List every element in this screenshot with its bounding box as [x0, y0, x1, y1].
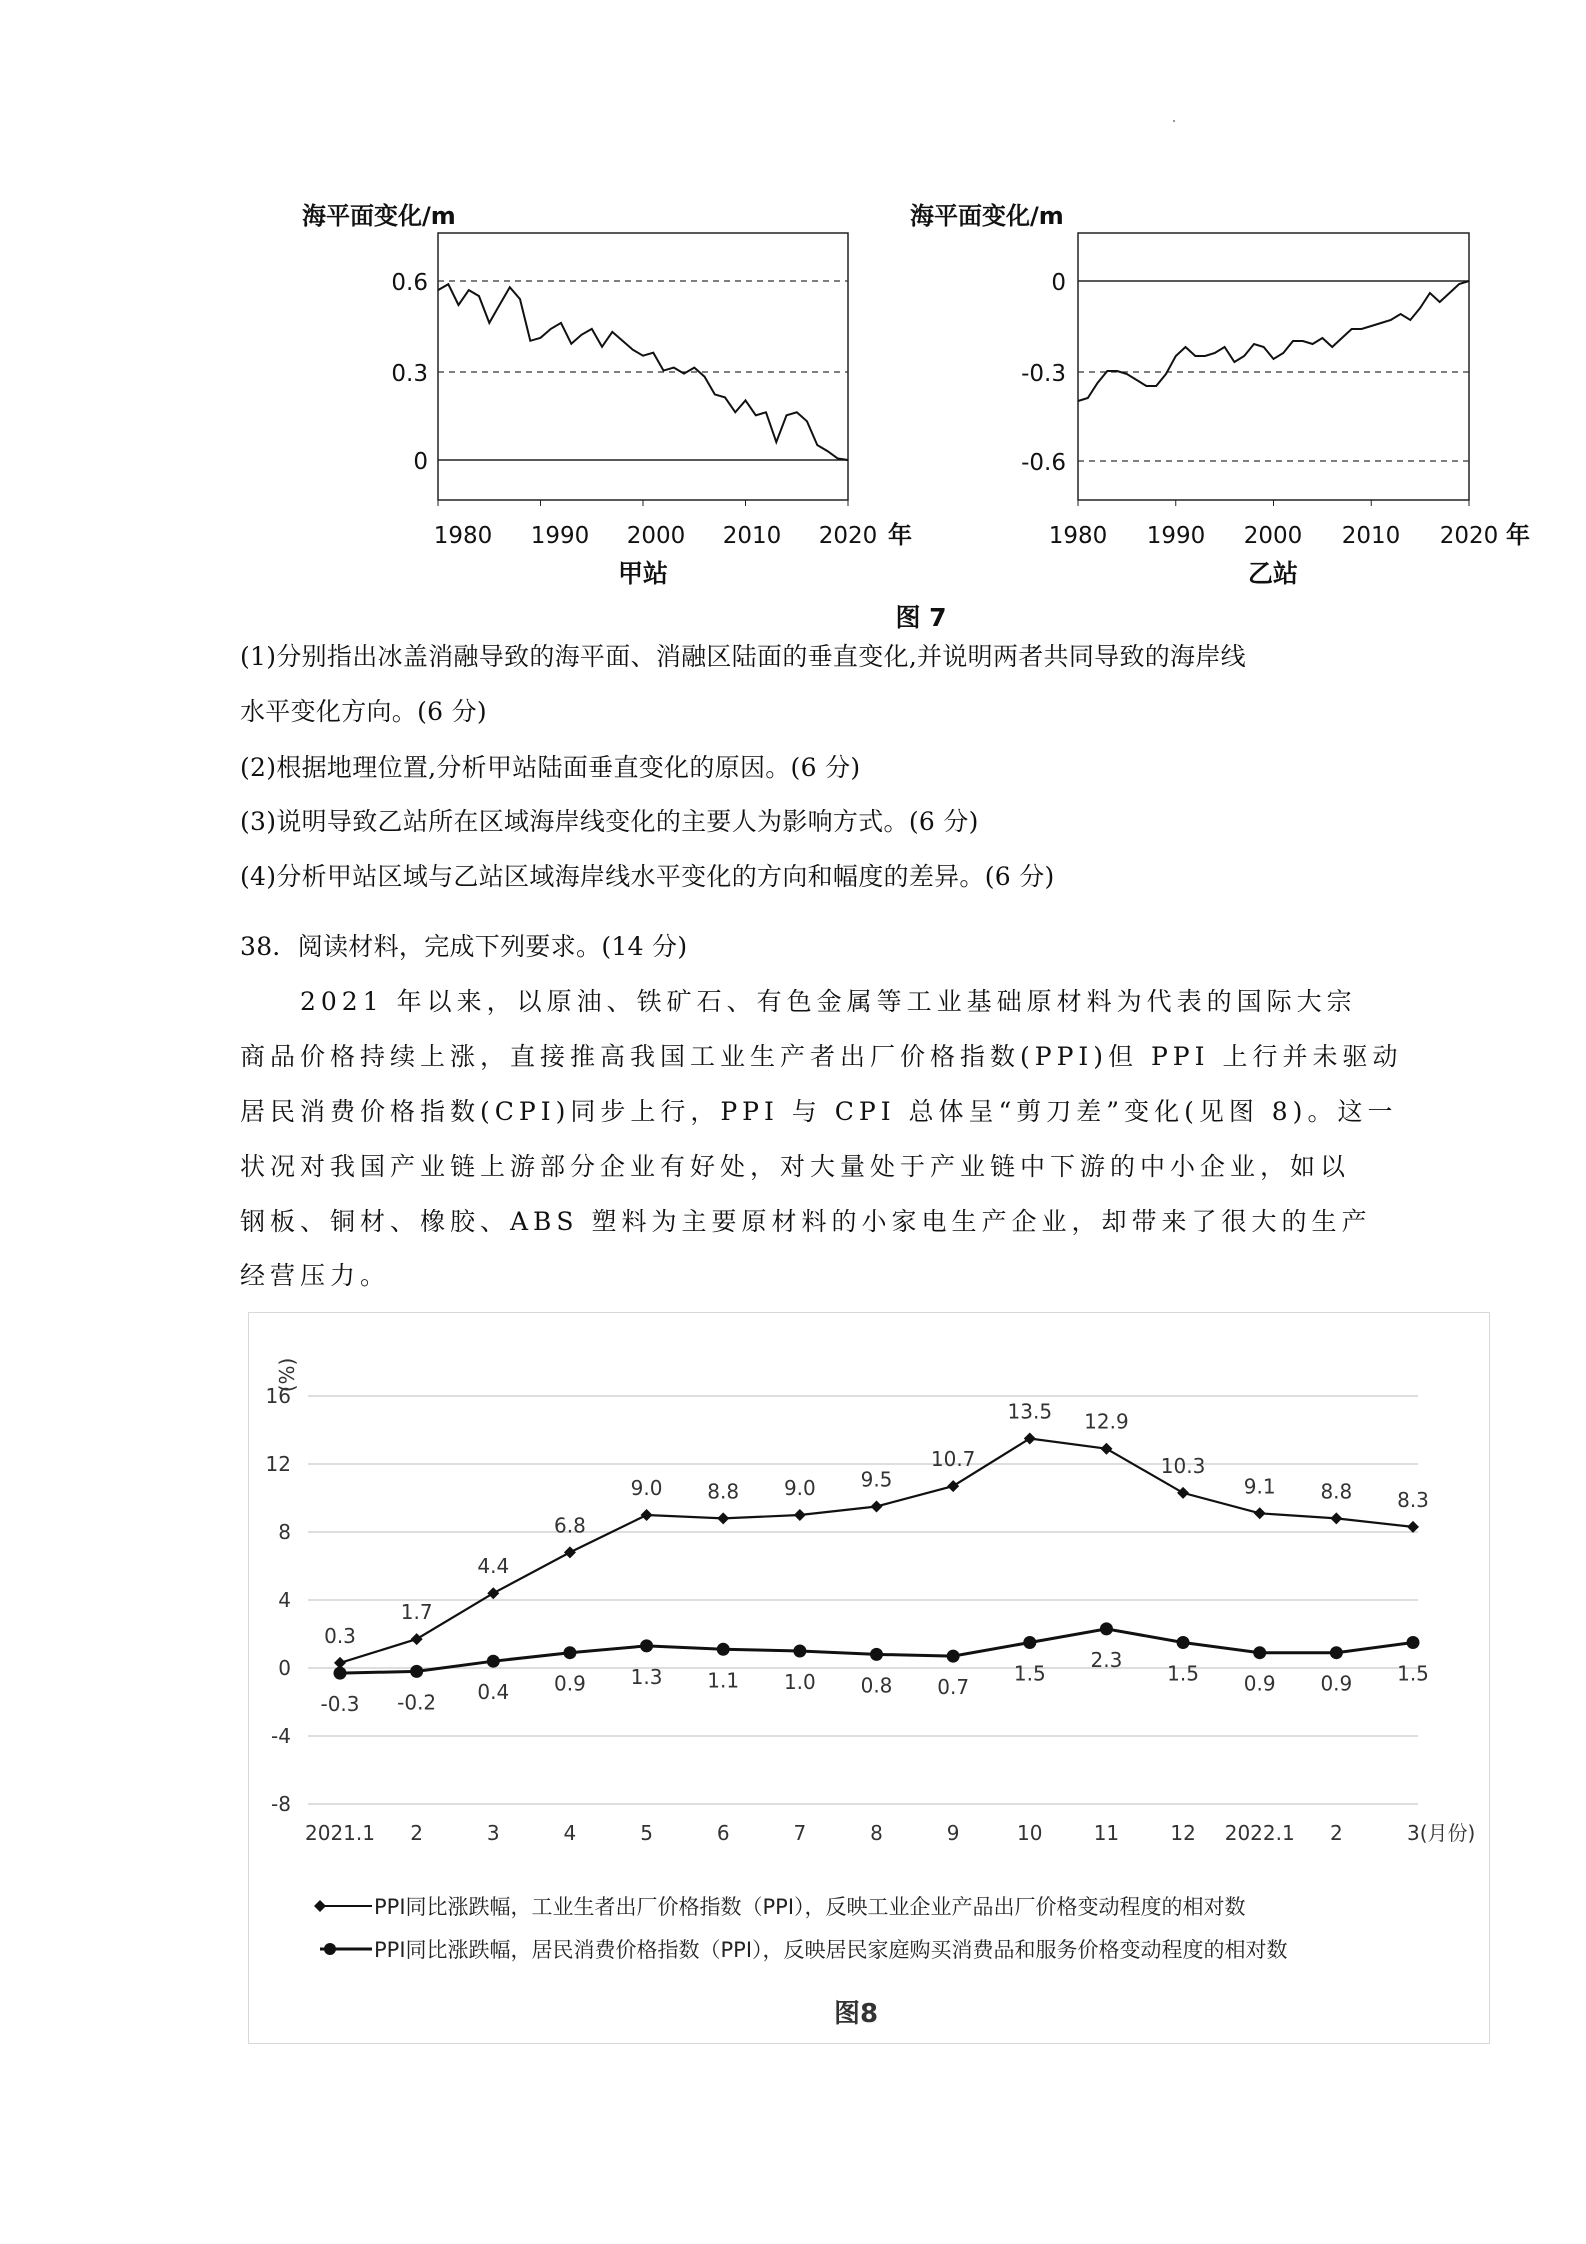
- panel-yi-xtick-label: 1980: [1048, 523, 1108, 549]
- panel-jia-ytick: 0: [413, 449, 428, 475]
- panel-jia-xtick-label: 2020: [818, 523, 878, 549]
- legend-cpi-circle-marker: [324, 1943, 336, 1955]
- cpi-data-label: 0.9: [554, 1671, 586, 1696]
- figure-8-xtick-label: 8: [870, 1821, 883, 1845]
- figure-7-caption: 图 7: [895, 603, 947, 632]
- cpi-data-point: [947, 1650, 960, 1663]
- panel-yi-ytick: 0: [1051, 270, 1066, 296]
- panel-yi-ytick: -0.3: [1021, 361, 1066, 387]
- material-line-2: 商品价格持续上涨，直接推高我国工业生产者出厂价格指数(PPI)但 PPI 上行并未驱动: [240, 1042, 1403, 1071]
- cpi-data-label: 1.1: [707, 1668, 740, 1693]
- figure-8-x-unit: 3(月份): [1407, 1821, 1476, 1845]
- cpi-data-point: [1253, 1646, 1266, 1659]
- cpi-data-label: 0.4: [477, 1680, 510, 1705]
- cpi-data-label: 0.8: [860, 1673, 893, 1698]
- ppi-data-point: [794, 1509, 806, 1521]
- legend-cpi-label: PPI同比涨跌幅，居民消费价格指数（PPI），反映居民家庭购买消费品和服务价格变动程度的相对数: [374, 1938, 1288, 1962]
- figure-8-xtick-label: 2: [410, 1821, 424, 1845]
- figure-8-xtick-label: 9: [946, 1821, 960, 1845]
- panel-jia-xunit: 年: [888, 521, 912, 549]
- ppi-data-label: 6.8: [554, 1513, 586, 1538]
- cpi-data-label: 1.5: [1397, 1661, 1429, 1686]
- panel-jia-station: 甲站: [617, 559, 669, 588]
- figure-8-xtick-label: 4: [563, 1821, 577, 1845]
- panel-yi-station: 乙站: [1247, 559, 1299, 588]
- cpi-data-label: -0.2: [397, 1690, 437, 1715]
- figure-8-yticks: [266, 1384, 291, 1816]
- cpi-data-point: [563, 1646, 576, 1659]
- figure-8-xtick-label: 3: [486, 1821, 500, 1845]
- panel-jia-ytick: 0.6: [391, 270, 428, 296]
- figure-8-xtick-label: 5: [640, 1821, 653, 1845]
- cpi-data-point: [334, 1667, 347, 1680]
- figure-8-ytick-label: 0: [278, 1656, 291, 1680]
- cpi-data-point: [410, 1665, 423, 1678]
- panel-yi-xunit: 年: [1506, 521, 1530, 549]
- cpi-data-label: 1.5: [1167, 1661, 1199, 1686]
- material-line-5: 钢板、铜材、橡胶、ABS 塑料为主要原材料的小家电生产企业，却带来了很大的生产: [240, 1207, 1372, 1236]
- ppi-data-label: 9.0: [783, 1476, 816, 1500]
- panel-jia-xtick-label: 1990: [530, 523, 590, 549]
- ppi-data-point: [947, 1480, 959, 1492]
- figure-8-gridlines: [308, 1396, 1418, 1804]
- ppi-data-point: [1254, 1507, 1266, 1519]
- panel-yi-xtick-label: 2000: [1243, 523, 1303, 549]
- ppi-data-point: [1407, 1521, 1419, 1533]
- ppi-data-point: [871, 1501, 883, 1513]
- question-2: (2)根据地理位置,分析甲站陆面垂直变化的原因。(6 分): [240, 753, 861, 782]
- cpi-data-point: [487, 1655, 500, 1668]
- ppi-data-point: [564, 1546, 576, 1558]
- figure-8-ytick-label: 12: [265, 1452, 291, 1476]
- cpi-data-point: [1330, 1646, 1343, 1659]
- ppi-data-label: 8.8: [1320, 1479, 1353, 1504]
- ppi-data-point: [1177, 1487, 1189, 1499]
- cpi-data-label: 1.0: [783, 1670, 816, 1694]
- figure-8-xtick-label: 7: [793, 1821, 807, 1845]
- panel-yi-ytick: -0.6: [1021, 450, 1066, 476]
- figure-8-ytick-label: 8: [278, 1520, 291, 1544]
- ppi-data-label: 9.1: [1243, 1474, 1276, 1499]
- cpi-data-point: [717, 1643, 730, 1656]
- panel-yi-xtick-label: 1990: [1146, 523, 1206, 549]
- cpi-data-point: [1407, 1636, 1420, 1649]
- ppi-data-point: [1024, 1433, 1036, 1445]
- figure-8-ytick-label: -4: [271, 1724, 291, 1748]
- ppi-data-point: [487, 1587, 499, 1599]
- material-line-3: 居民消费价格指数(CPI)同步上行，PPI 与 CPI 总体呈“剪刀差”变化(见图 8)。这一: [240, 1097, 1398, 1126]
- ppi-data-label: 1.7: [400, 1600, 433, 1625]
- figure-8-xtick-label: 2: [1329, 1821, 1343, 1845]
- question-4: (4)分析甲站区域与乙站区域海岸线水平变化的方向和幅度的差异。(6 分): [240, 862, 1055, 891]
- cpi-data-point: [1177, 1636, 1190, 1649]
- material-line-4: 状况对我国产业链上游部分企业有好处，对大量处于产业链中下游的中小企业，如以: [240, 1152, 1351, 1181]
- panel-jia-ytick: 0.3: [391, 361, 428, 387]
- legend-ppi-diamond-marker: [314, 1900, 326, 1912]
- cpi-data-point: [1023, 1636, 1036, 1649]
- figure-8-xtick-label: 2022.1: [1224, 1821, 1295, 1845]
- legend-ppi-label: PPI同比涨跌幅，工业生者出厂价格指数（PPI），反映工业企业产品出厂价格变动程度的相对数: [374, 1895, 1246, 1919]
- ppi-data-point: [411, 1633, 423, 1645]
- ppi-data-label: 4.4: [477, 1554, 510, 1579]
- panel-yi-xtick-label: 2010: [1341, 523, 1401, 549]
- cpi-data-label: 2.3: [1090, 1647, 1123, 1672]
- panel-jia-xtick-label: 2010: [722, 523, 782, 549]
- ppi-data-label: 13.5: [1007, 1399, 1053, 1424]
- figure-8-xticks: [305, 1821, 1475, 1845]
- panel-yi-xtick-label: 2020: [1439, 523, 1499, 549]
- ppi-data-label: 12.9: [1084, 1409, 1129, 1434]
- question-3: (3)说明导致乙站所在区域海岸线变化的主要人为影响方式。(6 分): [240, 807, 979, 836]
- ppi-data-label: 9.5: [860, 1467, 893, 1492]
- cpi-data-label: 1.3: [630, 1664, 663, 1689]
- figure-8-xtick-label: 12: [1170, 1821, 1196, 1845]
- panel-jia-ylabel: 海平面变化/m: [302, 202, 456, 230]
- figure-8-xtick-label: 6: [716, 1821, 730, 1845]
- ppi-data-label: 8.8: [707, 1479, 740, 1504]
- cpi-data-label: 0.9: [1320, 1671, 1353, 1696]
- cpi-data-point: [640, 1639, 653, 1652]
- figure-8-xtick-label: 2021.1: [305, 1821, 375, 1845]
- cpi-data-point: [1100, 1622, 1113, 1635]
- figure-8-xtick-label: 11: [1093, 1821, 1120, 1845]
- ppi-data-label: 0.3: [324, 1623, 356, 1648]
- cpi-data-label: 1.5: [1013, 1661, 1046, 1686]
- figure-8-xtick-label: 10: [1017, 1821, 1043, 1845]
- question-38-heading: 38．阅读材料，完成下列要求。(14 分): [240, 932, 688, 961]
- ppi-data-label: 10.7: [930, 1447, 976, 1472]
- figure-8-ytick-label: -8: [271, 1792, 291, 1816]
- cpi-data-point: [793, 1645, 806, 1658]
- question-1-line-2: 水平变化方向。(6 分): [240, 697, 487, 726]
- ppi-data-label: 10.3: [1160, 1453, 1206, 1478]
- cpi-data-label: -0.3: [320, 1692, 360, 1717]
- figure-8-ytick-label: 16: [265, 1384, 291, 1408]
- ppi-data-point: [1100, 1443, 1112, 1455]
- figure-8-ytick-label: 4: [278, 1588, 291, 1612]
- ppi-data-point: [1330, 1512, 1342, 1524]
- material-line-6: 经营压力。: [240, 1261, 391, 1290]
- panel-jia-xtick-label: 1980: [433, 523, 493, 549]
- figure-8-ylabel: (%): [275, 1357, 299, 1393]
- ppi-data-label: 9.0: [630, 1476, 663, 1500]
- ppi-data-label: 8.3: [1397, 1487, 1429, 1512]
- figure-8-legend: [314, 1895, 1288, 1963]
- ppi-data-point: [641, 1509, 653, 1521]
- cpi-data-point: [870, 1648, 883, 1661]
- cpi-data-label: 0.7: [937, 1675, 970, 1700]
- panel-jia-xtick-label: 2000: [626, 523, 686, 549]
- cpi-data-label: 0.9: [1243, 1671, 1276, 1696]
- figure-8-caption: 图8: [833, 1999, 879, 2029]
- question-1-line-1: (1)分别指出冰盖消融导致的海平面、消融区陆面的垂直变化,并说明两者共同导致的海岸线: [240, 642, 1246, 671]
- material-line-1: 2021 年以来，以原油、铁矿石、有色金属等工业基础原材料为代表的国际大宗: [300, 987, 1357, 1016]
- panel-yi-ylabel: 海平面变化/m: [910, 202, 1064, 230]
- ppi-data-point: [717, 1512, 729, 1524]
